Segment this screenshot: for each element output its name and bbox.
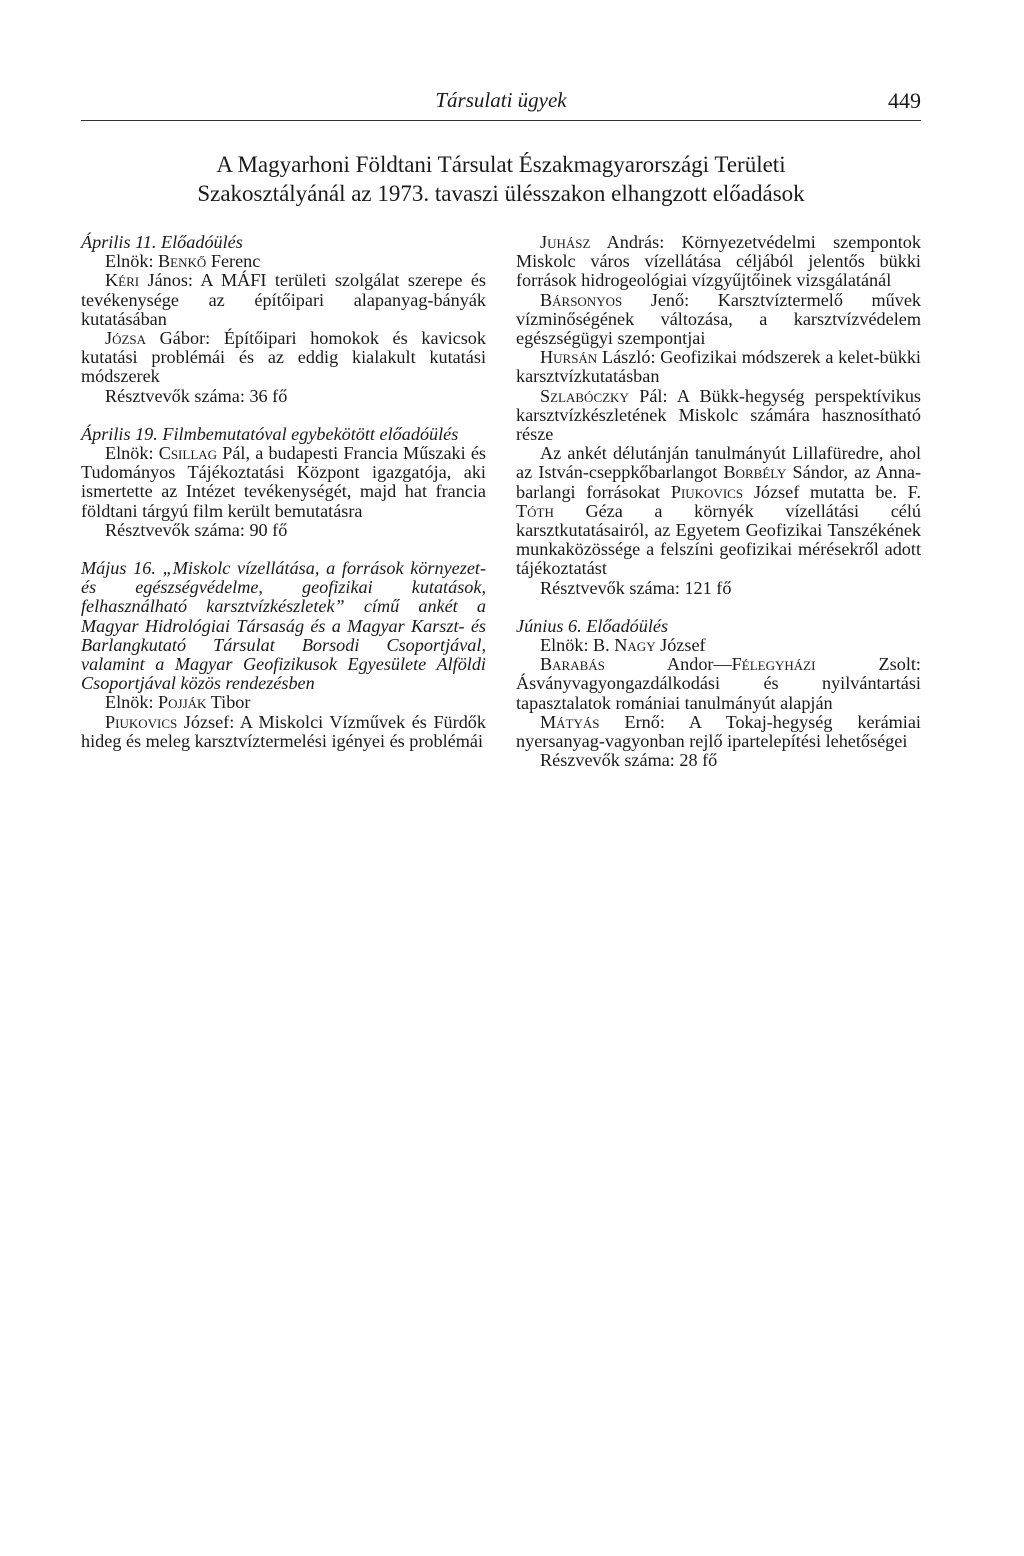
talk-text: János: A MÁFI területi szolgálat szerepe és tevékenysége az építőipari alapanyag-bányák kutatásában bbox=[81, 270, 486, 329]
talk-entry bbox=[81, 329, 486, 387]
talk-entry bbox=[516, 655, 921, 713]
session-date: Június 6. bbox=[516, 615, 582, 636]
chair-surname: Pojják bbox=[158, 692, 207, 713]
chair-prefix: Elnök: bbox=[105, 692, 159, 713]
trip-text: Géza a környék vízellátási célú karsztkutatásairól, az Egyetem Geofizikai Tanszékének munkaközössége a felszíni geofizikai mérésekről adott tájékoztatást bbox=[516, 500, 921, 579]
chair-given: József bbox=[655, 635, 706, 656]
article-title bbox=[81, 150, 921, 208]
chair-surname: Benkő bbox=[158, 251, 207, 272]
attendance: Részvevők száma: 28 fő bbox=[540, 750, 718, 771]
trip-text: Az ankét délutánján tanulmányút Lillafüredre, ahol az István-cseppkőbarlangot bbox=[516, 443, 921, 483]
header-rule bbox=[81, 120, 921, 121]
chair-prefix: Elnök: bbox=[105, 443, 159, 464]
talk-text: Ernő: A Tokaj-hegység kerámiai nyersanyag-vagyonban rejlő ipartelepítési lehetőségei bbox=[516, 711, 921, 752]
session-april-19 bbox=[81, 425, 486, 540]
session-heading bbox=[516, 617, 921, 636]
talk-text: József: A Miskolci Vízművek és Fürdők hideg és meleg karsztvíztermelési igényei és problémái bbox=[81, 711, 486, 751]
attendance: Résztvevők száma: 36 fő bbox=[105, 385, 288, 406]
chair-given: Ferenc bbox=[206, 251, 261, 272]
field-trip-paragraph bbox=[516, 444, 921, 578]
attendance: Résztvevők száma: 121 fő bbox=[540, 577, 732, 598]
session-date: Április 11. bbox=[81, 232, 157, 252]
talk-text: András: Környezetvédelmi szempontok Miskolc város vízellátása céljából jelentős bükki források hidrogeológiai vízgyűjtőinek vizsgálatánál bbox=[516, 232, 921, 291]
chair-surname: Csillag bbox=[158, 443, 218, 464]
section-gap bbox=[81, 406, 486, 425]
person-surname: Piukovics bbox=[670, 481, 744, 502]
talk-text: Zsolt: Ásványvagyongazdálkodási és nyilvántartási tapasztalatok romániai tanulmányút alapján bbox=[516, 654, 921, 713]
trip-text: Sándor, az Anna-barlangi forrásokat bbox=[516, 462, 922, 502]
talk-text: Gábor: Építőipari homokok és kavicsok kutatási problémái és az eddig kialakult kutatási módszerek bbox=[81, 328, 486, 387]
talk-text: László: Geofizikai módszerek a kelet-bükki karsztvízkutatásban bbox=[516, 347, 921, 387]
talk-text: Pál: A Bükk-hegység perspektívikus karsztvízkészletének Miskolc számára hasznosítható része bbox=[516, 385, 921, 445]
chair-surname: Nagy bbox=[614, 635, 656, 656]
talk-entry bbox=[516, 233, 921, 291]
chair-prefix: Elnök: bbox=[105, 251, 159, 272]
session-date: Május 16. bbox=[81, 558, 156, 579]
chair-text: Pál, a budapesti Francia Műszaki és Tudományos Tájékoztatási Központ igazgatója, aki ismertette az Intézet tevékenységét, majd hat francia földtani tárgyú film került bemutatásra bbox=[81, 443, 487, 521]
talk-entry bbox=[81, 271, 486, 329]
talk-author: Józsa bbox=[105, 328, 147, 349]
session-type: Előadóülés bbox=[581, 615, 669, 636]
right-column bbox=[516, 233, 921, 770]
trip-text: József mutatta be. F. bbox=[743, 481, 921, 502]
person-surname: Tóth bbox=[516, 500, 554, 521]
session-heading bbox=[81, 559, 486, 693]
left-column bbox=[81, 233, 486, 751]
talk-author: Hursán bbox=[540, 347, 598, 368]
article-title-line-2: Szakosztályánál az 1973. tavaszi ülésszakon elhangzott előadások bbox=[197, 181, 805, 206]
running-header bbox=[81, 88, 921, 124]
attendance: Résztvevők száma: 90 fő bbox=[105, 519, 288, 540]
session-date: Április 19. bbox=[81, 423, 158, 444]
session-april-11 bbox=[81, 233, 486, 406]
article-title-line-1: A Magyarhoni Földtani Társulat Északmagyarországi Területi bbox=[216, 152, 786, 177]
chair-prefix: Elnök: B. bbox=[540, 635, 615, 656]
talk-entry bbox=[516, 713, 921, 751]
talk-author: Juhász bbox=[540, 232, 591, 252]
session-may-16 bbox=[81, 559, 486, 751]
chair-given: Tibor bbox=[206, 692, 251, 713]
talk-entry bbox=[81, 713, 486, 751]
talk-entry bbox=[516, 291, 921, 349]
session-heading bbox=[81, 233, 486, 252]
session-type: „Miskolc vízellátása, a források környezet- és egészségvédelme, geofizikai kutatások, felhasználható karsztvízkészletek” című ankét a Magyar Hidrológiai Társaság és a Magyar Karszt- és Barlangkutató Társulat Borsodi Csoportjával, valamint a Magyar Geofizikusok Egyesülete Alföldi Csoportjával közös rendezésben bbox=[81, 558, 486, 694]
talk-author: Szlabóczky bbox=[540, 385, 629, 406]
session-june-6 bbox=[516, 617, 921, 771]
session-chair bbox=[81, 444, 486, 521]
session-type: Filmbemutatóval egybekötött előadóülés bbox=[157, 423, 459, 444]
talk-entry bbox=[516, 387, 921, 445]
talk-author: Bársonyos bbox=[540, 289, 623, 310]
talk-author: Kéri bbox=[105, 270, 140, 291]
talk-author: Félegyházi bbox=[731, 654, 816, 675]
section-gap bbox=[81, 540, 486, 559]
talk-entry bbox=[516, 348, 921, 386]
person-surname: Borbély bbox=[723, 462, 787, 483]
talk-author: Piukovics bbox=[105, 711, 178, 732]
session-chair bbox=[516, 636, 921, 655]
session-heading bbox=[81, 425, 486, 444]
session-type: Előadóülés bbox=[156, 232, 243, 252]
page-number: 449 bbox=[888, 88, 921, 113]
session-chair bbox=[81, 252, 486, 271]
talk-author: Barabás bbox=[540, 654, 605, 675]
running-title: Társulati ügyek bbox=[435, 88, 567, 112]
section-gap bbox=[516, 598, 921, 617]
session-chair bbox=[81, 693, 486, 712]
talk-text: Jenő: Karsztvíztermelő művek vízminőségének változása, a karsztvízvédelem egészségügyi szempontjai bbox=[516, 289, 921, 349]
talk-author: Mátyás bbox=[540, 711, 600, 732]
talk-connector: Andor— bbox=[604, 654, 732, 675]
